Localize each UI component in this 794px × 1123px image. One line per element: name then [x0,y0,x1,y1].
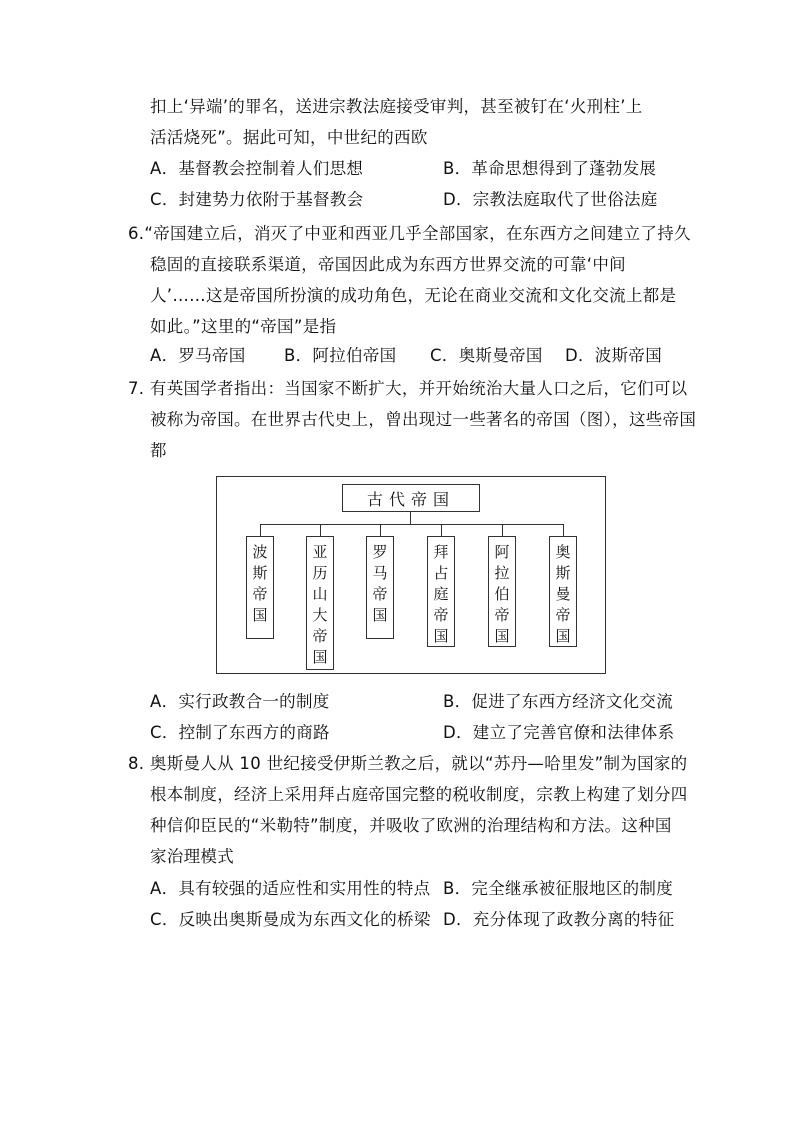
empires-diagram [216,476,606,674]
empire-label-persia: 波 斯 帝 国 [252,543,268,624]
diagram-branch-1 [260,524,261,536]
q8-line-3: 种信仰臣民的“米勒特”制度，并吸收了欧洲的治理结构和方法。这种国 [150,816,672,835]
q8-option-c[interactable]: C．反映出奥斯曼成为东西文化的桥梁 [150,910,431,929]
empire-label-rome: 罗 马 帝 国 [372,543,388,624]
q5-option-c[interactable]: C．封建势力依附于基督教会 [150,190,364,209]
diagram-branch-5 [502,524,503,536]
q5-option-b[interactable]: B．革命思想得到了蓬勃发展 [443,159,657,178]
q6-line-2: 稳固的直接联系渠道，帝国因此成为东西方世界交流的可靠‘中间 [150,255,626,274]
empire-label-alexander: 亚 历 山 大 帝 国 [312,543,328,666]
diagram-branch-6 [563,524,564,536]
q7-option-d[interactable]: D．建立了完善官僚和法律体系 [443,723,675,742]
empire-box-ottoman [549,536,577,647]
q7-option-a[interactable]: A．实行政教合一的制度 [150,692,330,711]
empire-box-arab [488,536,516,647]
empire-label-ottoman: 奥 斯 曼 帝 国 [555,543,571,645]
q8-line-1: 8. 奥斯曼人从 10 世纪接受伊斯兰教之后，就以“苏丹—哈里发”制为国家的 [128,754,688,773]
q7-line-3: 都 [150,441,167,460]
q6-line-1: 6.“帝国建立后，消灭了中亚和西亚几乎全部国家，在东西方之间建立了持久 [128,224,691,243]
q6-option-a[interactable]: A．罗马帝国 [150,346,246,365]
q8-option-a[interactable]: A．具有较强的适应性和实用性的特点 [150,879,431,898]
q7-line-1: 7. 有英国学者指出：当国家不断扩大，并开始统治大量人口之后，它们可以 [128,379,688,398]
diagram-root-box: 古代帝国 [342,484,480,512]
q8-option-d[interactable]: D．充分体现了政教分离的特征 [443,910,675,929]
diagram-branch-3 [380,524,381,536]
q7-line-2: 被称为帝国。在世界古代史上，曾出现过一些著名的帝国（图），这些帝国 [150,410,697,429]
q7-option-c[interactable]: C．控制了东西方的商路 [150,723,330,742]
q8-line-2: 根本制度，经济上采用拜占庭帝国完整的税收制度，宗教上构建了划分四 [150,785,688,804]
empire-label-byzantine: 拜 占 庭 帝 国 [433,543,449,645]
q6-option-d[interactable]: D．波斯帝国 [565,346,663,365]
empire-label-arab: 阿 拉 伯 帝 国 [494,543,510,645]
q6-option-c[interactable]: C．奥斯曼帝国 [430,346,543,365]
empire-box-byzantine [427,536,455,647]
q8-line-4: 家治理模式 [150,847,234,866]
q6-line-3: 人’……这是帝国所扮演的成功角色，无论在商业交流和文化交流上都是 [150,286,677,305]
diagram-connector-vertical [410,512,411,524]
q8-option-b[interactable]: B．完全继承被征服地区的制度 [443,879,674,898]
q7-option-b[interactable]: B．促进了东西方经济文化交流 [443,692,674,711]
diagram-branch-2 [320,524,321,536]
q5-line-2: 活活烧死”。据此可知，中世纪的西欧 [150,128,428,147]
q5-option-a[interactable]: A．基督教会控制着人们思想 [150,159,364,178]
q5-line-1: 扣上‘异端’的罪名，送进宗教法庭接受审判，甚至被钉在‘火刑柱’上 [150,97,643,116]
diagram-branch-4 [441,524,442,536]
q5-option-d[interactable]: D．宗教法庭取代了世俗法庭 [443,190,658,209]
empire-box-rome [366,536,394,639]
diagram-connector-horizontal [260,524,563,525]
q6-option-b[interactable]: B．阿拉伯帝国 [284,346,397,365]
q6-line-4: 如此。”这里的“帝国”是指 [150,317,337,336]
empire-box-persia [246,536,274,639]
empire-box-alexander [306,536,334,670]
